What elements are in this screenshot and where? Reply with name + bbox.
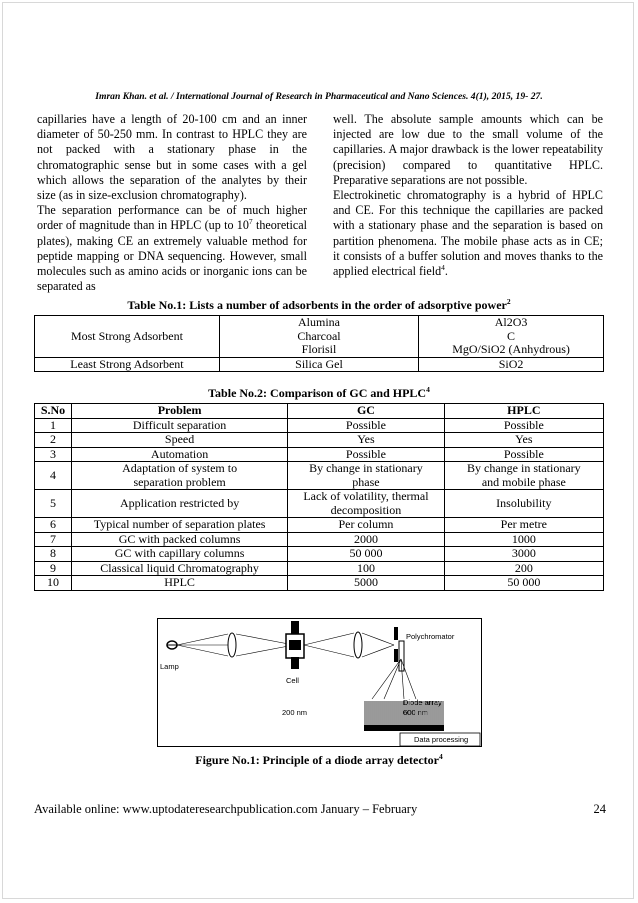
diode-baseline	[364, 725, 444, 731]
table-row	[35, 547, 604, 562]
table1-label-strong: Most Strong Adsorbent	[35, 316, 220, 358]
ray	[304, 645, 354, 657]
ray	[177, 634, 228, 645]
table2-caption: Table No.2: Comparison of GC and HPLC$^4$	[208, 385, 430, 400]
col-header-problem: Problem	[71, 404, 287, 419]
table1-strong-names: Alumina Charcoal Florisil	[219, 316, 418, 358]
table-cell: Speed	[71, 433, 287, 448]
table-cell: 5000	[288, 576, 444, 591]
table-cell: Difficult separation	[71, 418, 287, 433]
footer-availability: Available online: www.uptodateresearchpublication.com January – February	[34, 802, 418, 816]
ray	[177, 645, 228, 656]
lens-1-icon	[228, 633, 236, 657]
right-paragraph-1: well. The absolute sample amounts which can be injected are low due to the small volume of the capillaries. A major drawback is the lower repeatability (precision) compared to quantitative HPLC. Preparative separations are not possible.	[333, 112, 603, 187]
table-cell: 2000	[288, 532, 444, 547]
col-header-sno: S.No	[35, 404, 72, 419]
table-row	[35, 490, 604, 518]
left-column	[37, 112, 307, 294]
diode-array-figure	[157, 618, 482, 747]
table-cell: Yes	[288, 433, 444, 448]
page-number: 24	[593, 802, 606, 816]
table1-strong-formulas: Al2O3 C MgO/SiO2 (Anhydrous)	[419, 316, 604, 358]
table-cell: By change in stationary phase	[288, 462, 444, 490]
table-cell: Possible	[288, 447, 444, 462]
lens-2-icon	[354, 632, 362, 658]
table-cell: HPLC	[71, 576, 287, 591]
table-cell: GC with packed columns	[71, 532, 287, 547]
left-paragraph-1: capillaries have a length of 20-100 cm and an inner diameter of 50-250 mm. In contrast to HPLC they are not packed with a stationary phase in the chromatographic sense but in some cases with a gel which allows the separation of the analytes by their size (as in size-exclusion chromatography).	[37, 112, 307, 203]
ray	[304, 633, 354, 645]
col-header-hplc: HPLC	[444, 404, 603, 419]
table-cell: 3	[35, 447, 72, 462]
table-row	[35, 433, 604, 448]
label-polychromator: Polychromator	[406, 632, 455, 641]
cell-bottom-icon	[291, 657, 299, 669]
right-column	[333, 112, 603, 279]
table-cell: GC with capillary columns	[71, 547, 287, 562]
col-header-gc: GC	[288, 404, 444, 419]
table-cell: 6	[35, 518, 72, 533]
table-cell: Possible	[444, 447, 603, 462]
table-cell: Possible	[444, 418, 603, 433]
figure-caption: Figure No.1: Principle of a diode array detector$^4$	[195, 752, 443, 767]
table1-least-name: Silica Gel	[219, 357, 418, 372]
table1-label-least: Least Strong Adsorbent	[35, 357, 220, 372]
ray	[362, 645, 394, 657]
slit-bottom-icon	[394, 649, 398, 662]
table-cell: 9	[35, 561, 72, 576]
diode-array-diagram	[158, 619, 481, 746]
label-diode-array: Diode array	[403, 698, 442, 707]
table-cell: Lack of volatility, thermal decomposition	[288, 490, 444, 518]
cell-window	[289, 640, 301, 650]
gc-hplc-table	[34, 403, 604, 591]
table-cell: 4	[35, 462, 72, 490]
table-header-row	[35, 404, 604, 419]
adsorbents-table	[34, 315, 604, 372]
table-row	[35, 532, 604, 547]
table-cell: 3000	[444, 547, 603, 562]
table-cell: 2	[35, 433, 72, 448]
table1-least-formula: SiO2	[419, 357, 604, 372]
table-row	[35, 447, 604, 462]
table-cell: By change in stationary and mobile phase	[444, 462, 603, 490]
table-cell: Application restricted by	[71, 490, 287, 518]
table-row	[35, 316, 604, 358]
slit-top-icon	[394, 627, 398, 640]
label-600nm: 600 nm	[403, 708, 429, 717]
table-cell: 200	[444, 561, 603, 576]
table-cell: Yes	[444, 433, 603, 448]
label-lamp: Lamp	[160, 662, 179, 671]
page-footer	[34, 802, 606, 817]
table-row	[35, 418, 604, 433]
table-cell: 50 000	[288, 547, 444, 562]
table-cell: Adaptation of system to separation problem	[71, 462, 287, 490]
right-paragraph-2: Electrokinetic chromatography is a hybrid of HPLC and CE. For this technique the capillaries are packed with a stationary phase and the separation is based on partition phenomena. The mobile phase acts as in CE; it consists of a buffer solution and moves thanks to the applied electrical field$^4$.	[333, 188, 603, 279]
left-paragraph-2: The separation performance can be of much higher order of magnitude than in HPLC (up to $10^7$ theoretical plates), making CE an extremely valuable method for peptide mapping or DNA sequencing. However, small molecules such as amino acids or inorganic ions can be separated as	[37, 203, 308, 294]
table-cell: 50 000	[444, 576, 603, 591]
table-row	[35, 462, 604, 490]
label-cell: Cell	[286, 676, 299, 685]
table1-caption: Table No.1: Lists a number of adsorbents in the order of adsorptive power$^2$	[127, 297, 511, 312]
table-cell: 7	[35, 532, 72, 547]
table-cell: 8	[35, 547, 72, 562]
table-cell: Possible	[288, 418, 444, 433]
running-header: Imran Khan. et al. / International Journal of Research in Pharmaceutical and Nano Sciences. 4(1), 2015, 19- 27.	[95, 91, 543, 102]
table-cell: Insolubility	[444, 490, 603, 518]
table-cell: Per metre	[444, 518, 603, 533]
table-cell: 1	[35, 418, 72, 433]
table-cell: Typical number of separation plates	[71, 518, 287, 533]
table-cell: Classical liquid Chromatography	[71, 561, 287, 576]
table-cell: 10	[35, 576, 72, 591]
table-cell: 1000	[444, 532, 603, 547]
table-cell: Automation	[71, 447, 287, 462]
table-row	[35, 518, 604, 533]
table-cell: 5	[35, 490, 72, 518]
table-cell: Per column	[288, 518, 444, 533]
cell-top-icon	[291, 621, 299, 635]
table-row	[35, 357, 604, 372]
table-row	[35, 561, 604, 576]
table-cell: 100	[288, 561, 444, 576]
ray	[362, 633, 394, 645]
label-data-processing: Data processing	[414, 735, 469, 744]
table-row	[35, 576, 604, 591]
label-200nm: 200 nm	[282, 708, 308, 717]
